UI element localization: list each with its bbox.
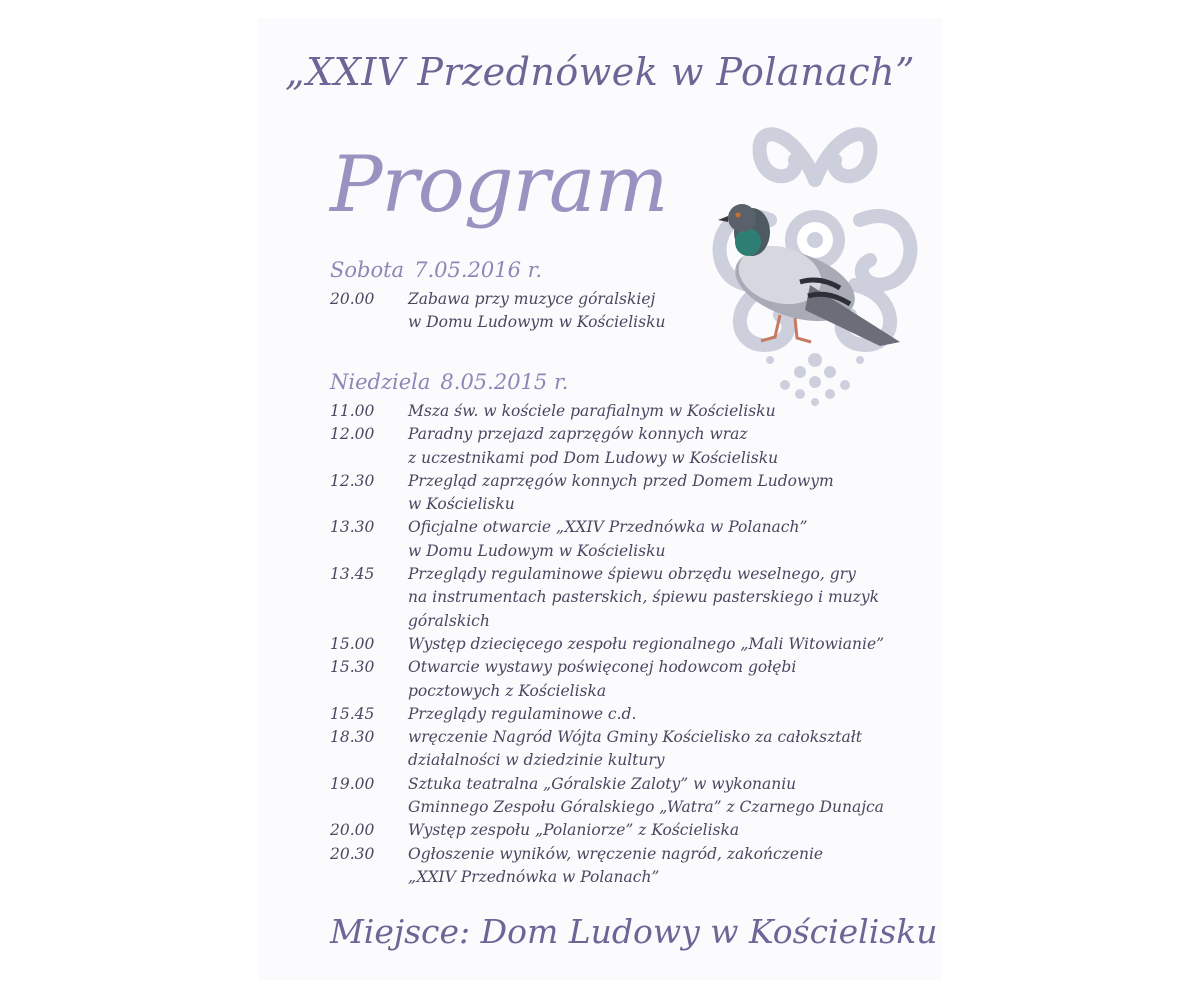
- day-name: Niedziela: [330, 370, 431, 394]
- schedule-line: „XXIV Przednówka w Polanach”: [408, 867, 660, 886]
- schedule-row: [330, 633, 885, 656]
- schedule-time: 18.30: [330, 728, 375, 747]
- schedule-line: Przeglądy regulaminowe c.d.: [408, 704, 637, 723]
- schedule-line: Paradny przejazd zaprzęgów konnych wraz: [408, 425, 748, 444]
- schedule-time: 15.00: [330, 634, 375, 653]
- schedule-line: z uczestnikami pod Dom Ludowy w Kościelisku: [408, 448, 779, 467]
- schedule-line: Występ zespołu „Polaniorze” z Kościeliska: [408, 821, 740, 840]
- schedule-row: [330, 656, 878, 703]
- schedule-time: 20.00: [330, 290, 375, 308]
- day-heading-sunday: [330, 370, 568, 394]
- venue-footer: Miejsce: Dom Ludowy w Kościelisku: [330, 912, 938, 951]
- event-title: „XXIV Przednówek w Polanach”: [284, 50, 916, 94]
- schedule-line: działalności w dziedzinie kultury: [408, 751, 665, 770]
- schedule-description: [408, 843, 878, 890]
- schedule-time: 20.00: [330, 821, 375, 840]
- schedule-line: Zabawa przy muzyce góralskiej: [408, 290, 656, 308]
- schedule-time: 12.00: [330, 425, 375, 444]
- schedule-line: pocztowych z Kościeliska: [408, 681, 607, 700]
- schedule-line: w Domu Ludowym w Kościelisku: [408, 541, 666, 560]
- schedule-row: [330, 819, 878, 842]
- schedule-description: [408, 400, 878, 423]
- schedule-time: 19.00: [330, 774, 375, 793]
- schedule-time: 13.45: [330, 565, 375, 584]
- day-date: 7.05.2016 r.: [414, 258, 543, 282]
- schedule-line: góralskich: [408, 611, 490, 630]
- schedule-row: [330, 288, 878, 335]
- schedule-line: wręczenie Nagród Wójta Gminy Kościelisko za całokształt: [408, 728, 862, 747]
- schedule-description: [408, 656, 878, 703]
- schedule-line: Ogłoszenie wyników, wręczenie nagród, zakończenie: [408, 844, 824, 863]
- schedule-line: Oficjalne otwarcie „XXIV Przednówka w Polanach”: [408, 518, 808, 537]
- schedule-saturday: [330, 288, 878, 335]
- schedule-description: [408, 563, 878, 633]
- schedule-description: [408, 423, 878, 470]
- schedule-description: [408, 726, 878, 773]
- folk-ornament-icon: [700, 110, 930, 410]
- day-date: 8.05.2015 r.: [440, 370, 569, 394]
- schedule-time: 13.30: [330, 518, 375, 537]
- schedule-row: [330, 843, 878, 890]
- schedule-description: [408, 819, 878, 842]
- schedule-line: na instrumentach pasterskich, śpiewu pasterskiego i muzyk: [408, 588, 879, 607]
- schedule-time: 11.00: [330, 402, 375, 420]
- schedule-line: w Domu Ludowym w Kościelisku: [408, 313, 666, 332]
- schedule-row: [330, 703, 878, 726]
- schedule-row: [330, 400, 878, 423]
- schedule-line: Występ dziecięcego zespołu regionalnego „Mali Witowianie”: [408, 634, 885, 653]
- schedule-time: 12.30: [330, 471, 375, 490]
- schedule-row: [330, 423, 878, 470]
- schedule-line: Sztuka teatralna „Góralskie Zaloty” w wykonaniu: [408, 774, 797, 793]
- schedule-line: w Kościelisku: [408, 495, 515, 514]
- schedule-time: 15.45: [330, 704, 375, 723]
- schedule-line: Przeglądy regulaminowe śpiewu obrzędu weselnego, gry: [408, 565, 856, 584]
- schedule-line: Przegląd zaprzęgów konnych przed Domem Ludowym: [408, 471, 834, 490]
- schedule-line: Msza św. w kościele parafialnym w Kościelisku: [408, 402, 776, 420]
- schedule-line: Otwarcie wystawy poświęconej hodowcom gołębi: [408, 658, 797, 677]
- schedule-row: [330, 773, 884, 820]
- schedule-description: [408, 703, 878, 726]
- schedule-time: 15.30: [330, 658, 375, 677]
- schedule-description: [408, 288, 878, 335]
- schedule-description: [408, 633, 885, 656]
- schedule-row: [330, 726, 878, 773]
- schedule-row: [330, 563, 878, 633]
- schedule-time: 20.30: [330, 844, 375, 863]
- schedule-row: [330, 470, 878, 517]
- schedule-description: [408, 470, 878, 517]
- program-heading: Program: [330, 140, 668, 230]
- schedule-line: Gminnego Zespołu Góralskiego „Watra” z Czarnego Dunajca: [408, 798, 884, 817]
- schedule-sunday: [330, 400, 885, 889]
- schedule-description: [408, 773, 884, 820]
- schedule-description: [408, 516, 878, 563]
- day-name: Sobota: [330, 258, 405, 282]
- schedule-row: [330, 516, 878, 563]
- day-heading-saturday: [330, 258, 542, 282]
